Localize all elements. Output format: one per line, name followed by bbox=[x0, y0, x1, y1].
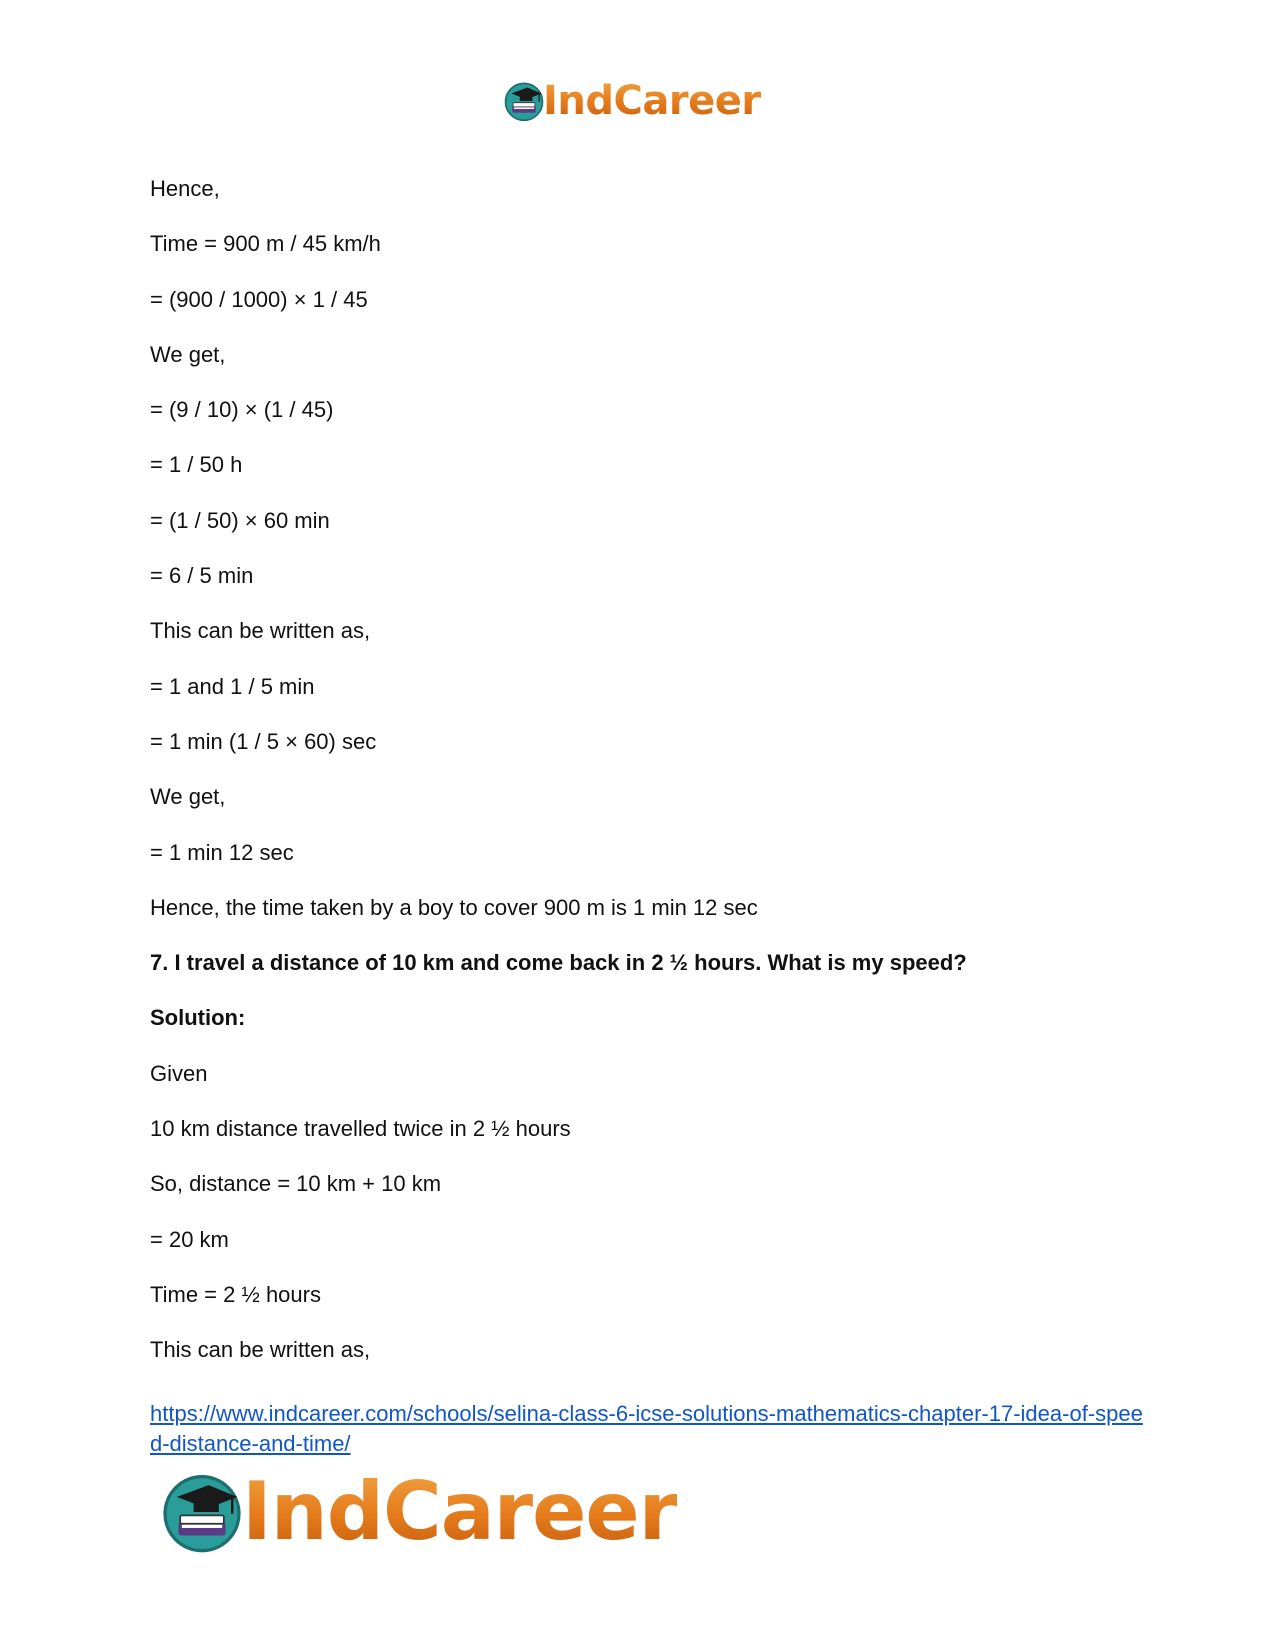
text-line: = 6 / 5 min bbox=[150, 563, 254, 589]
source-url-link[interactable]: https://www.indcareer.com/schools/selina-class-6-icse-solutions-mathematics-chapter-17-idea-of-speed-distance-and-time/ bbox=[150, 1401, 1143, 1456]
text-line: = 20 km bbox=[150, 1226, 229, 1252]
text-line: Time = 2 ½ hours bbox=[150, 1281, 321, 1307]
text-line: = (1 / 50) × 60 min bbox=[150, 507, 330, 533]
text-line: 10 km distance travelled twice in 2 ½ hours bbox=[150, 1116, 571, 1142]
graduation-cap-book-icon bbox=[160, 1470, 244, 1554]
text-line: Hence, bbox=[150, 176, 220, 201]
brand-name: IndCareer bbox=[543, 78, 761, 124]
text-line: We get, bbox=[150, 784, 226, 810]
text-line: = (900 / 1000) × 1 / 45 bbox=[150, 286, 368, 312]
document-body bbox=[150, 176, 1150, 1393]
text-line: = 1 and 1 / 5 min bbox=[150, 673, 315, 699]
text-line: We get, bbox=[150, 341, 226, 367]
text-line: Time = 900 m / 45 km/h bbox=[150, 231, 381, 257]
text-line: = 1 min (1 / 5 × 60) sec bbox=[150, 728, 377, 754]
text-line: = 1 min 12 sec bbox=[150, 839, 294, 865]
text-line: Hence, the time taken by a boy to cover 900 m is 1 min 12 sec bbox=[150, 894, 758, 920]
text-line: This can be written as, bbox=[150, 1337, 371, 1363]
header-logo bbox=[503, 80, 761, 122]
text-line: Given bbox=[150, 1060, 208, 1086]
heading-line: Solution: bbox=[150, 1005, 246, 1031]
text-line: = (9 / 10) × (1 / 45) bbox=[150, 397, 334, 423]
footer-logo bbox=[160, 1465, 678, 1558]
graduation-cap-book-icon bbox=[503, 80, 545, 122]
text-line: This can be written as, bbox=[150, 618, 371, 644]
heading-line: 7. I travel a distance of 10 km and come back in 2 ½ hours. What is my speed? bbox=[150, 950, 967, 976]
brand-name-large: IndCareer bbox=[242, 1465, 678, 1558]
text-line: So, distance = 10 km + 10 km bbox=[150, 1171, 442, 1197]
text-line: = 1 / 50 h bbox=[150, 452, 243, 478]
